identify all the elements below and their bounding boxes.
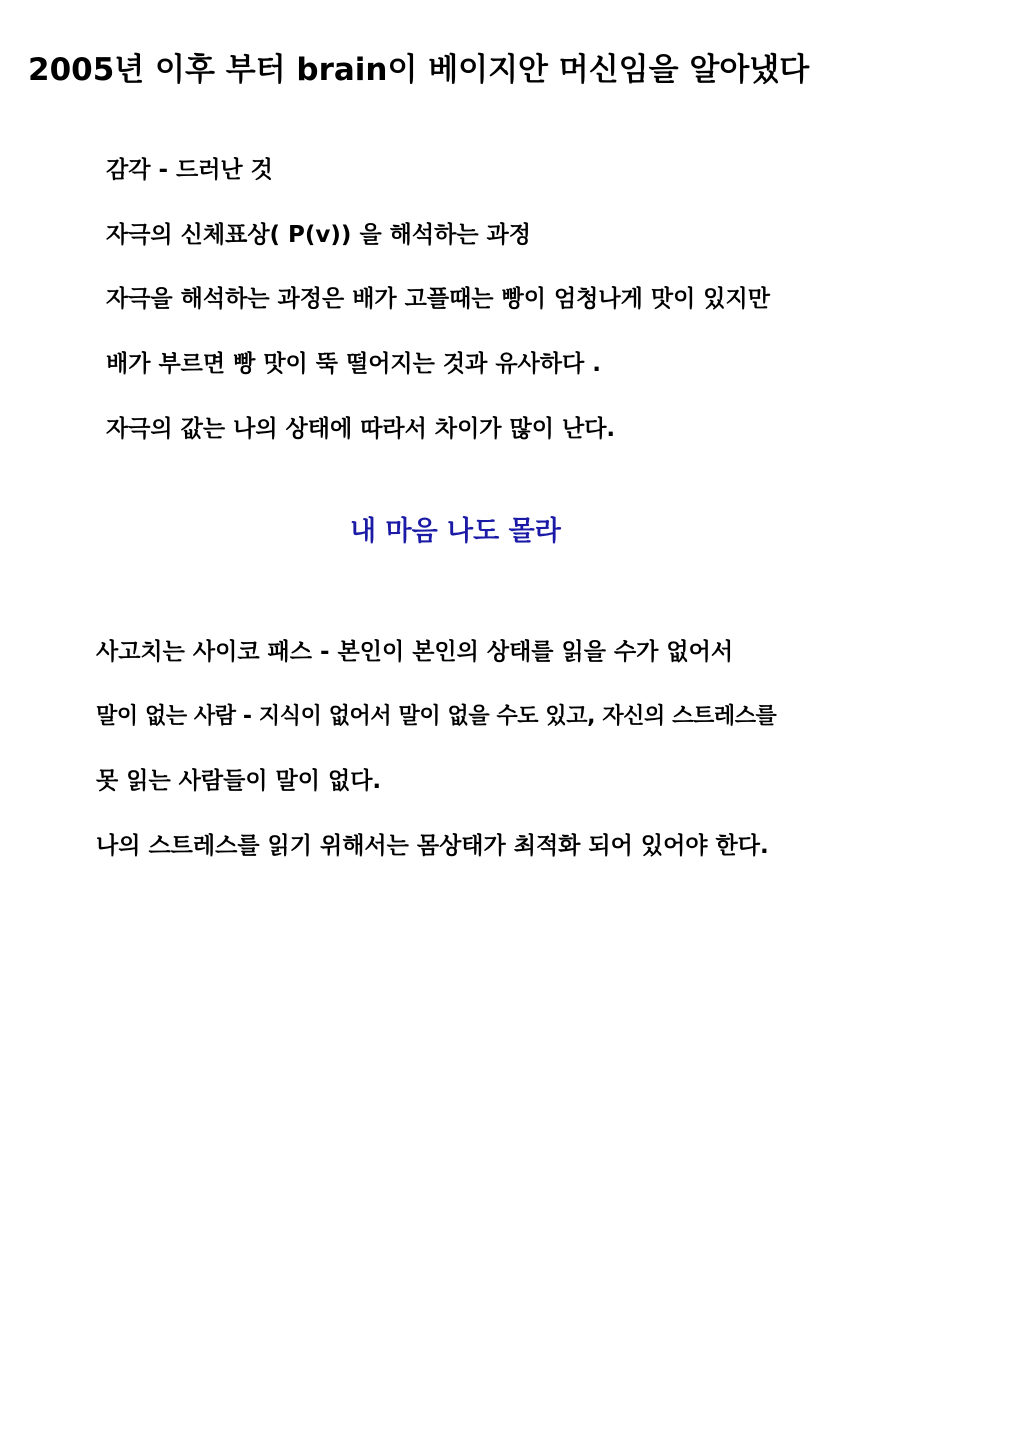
stress-line-4: 나의 스트레스를 읽기 위해서는 몸상태가 최적화 되어 있어야 한다. (96, 833, 769, 859)
sensation-line-5: 자극의 값는 나의 상태에 따라서 차이가 많이 난다. (106, 416, 616, 442)
sensation-line-2: 자극의 신체표상( P(v)) 을 해석하는 과정 (106, 222, 531, 248)
section-heading: 내 마음 나도 몰라 (350, 516, 561, 547)
sensation-line-3: 자극을 해석하는 과정은 배가 고플때는 빵이 엄청나게 맛이 있지만 (106, 286, 770, 312)
sensation-line-4: 배가 부르면 빵 맛이 뚝 떨어지는 것과 유사하다 . (106, 351, 601, 377)
stress-line-2: 말이 없는 사람 - 지식이 없어서 말이 없을 수도 있고, 자신의 스트레스를 (96, 704, 777, 729)
page-title: 2005년 이후 부터 brain이 베이지안 머신임을 알아냈다 (28, 52, 810, 88)
stress-line-3: 못 읽는 사람들이 말이 없다. (96, 768, 382, 794)
sensation-line-1: 감각 - 드러난 것 (106, 157, 273, 183)
stress-line-1: 사고치는 사이코 패스 - 본인이 본인의 상태를 읽을 수가 없어서 (96, 639, 734, 665)
